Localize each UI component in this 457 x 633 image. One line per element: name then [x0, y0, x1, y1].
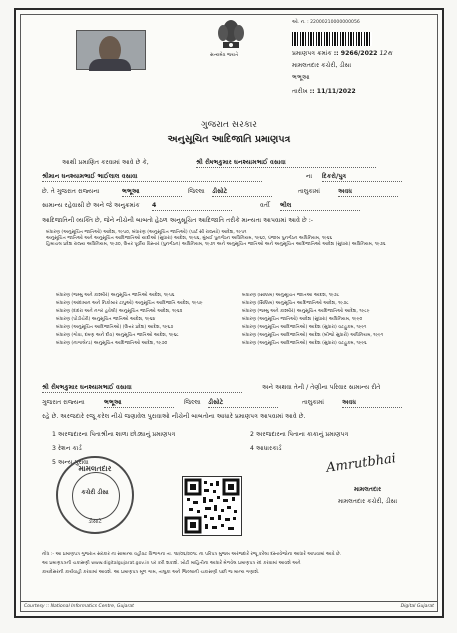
clauses-full-list	[46, 230, 426, 248]
clause-item: બંધારણ (પોંડીચેરી) અનુસૂચિત જાતિઓ આદેશ, ૧૯૬૪	[56, 317, 156, 322]
para3-taluka-label: તાલુકામાં	[302, 399, 325, 406]
barcode-caption: ઓ. ન. : 22000210000000056	[292, 20, 360, 25]
qr-code	[182, 476, 242, 536]
clause-item: બંધારણ (જમ્મુ અને કાશ્મીર) અનુસૂચિત આદિજાતિઓ આદેશ, ૧૯૮૯	[242, 309, 370, 314]
para3-prefix: ગુજરાત રાજ્યના	[42, 399, 85, 406]
clause-item: બંધારણ (અનુસૂચિત આદિજાતિઓ) (ઉત્તર પ્રદેશ) આદેશ, ૧૯૬૭	[56, 325, 174, 330]
doc-item: 5 અન્ય પુરાવા	[52, 459, 89, 466]
applicant-name-repeat: શ્રી રીષભકુમાર ઘનશ્યામભાઈ વસાવા	[42, 384, 242, 393]
doc-item: 3 રેશન કાર્ડ	[52, 445, 82, 452]
relation: દિકરો/પુત્ર	[322, 173, 402, 182]
district-label: જિલ્લા	[188, 188, 205, 195]
issuing-office: મામલતદાર કચેરી, ડીસા	[292, 62, 352, 69]
village: ભભૂઆ	[122, 188, 182, 197]
stamp-middle-text: કચેરી ડીસા	[81, 489, 109, 496]
recognition-line: આદિજાતિની વ્યક્તિ છે, જેને નીચેની બાબતો હેઠળ અનુસૂચિત આદિજાતિ તરીકે માન્યતા આપવામાં આવે છે :-	[42, 217, 314, 224]
family-clause: અને અથવા તેની / તેણીના પરિવાર સામાન્ય રીતે	[262, 384, 381, 391]
office-stamp	[56, 456, 134, 534]
signatory-designation: મામલતદાર	[354, 486, 382, 493]
clause-item: બંધારણ (આંદામાન અને નિકોબાર ટાપુઓ) અનુસૂચિત આદિજાતિ આદેશ, ૧૯૫૯	[56, 301, 203, 306]
cert-number: પ્રમાણપત્ર ક્રમાંક :: 9266/2022 12થ	[292, 50, 393, 57]
para3-district-label: જિલ્લા	[184, 399, 201, 406]
clauses-right-list	[242, 293, 427, 349]
clause-item: બંધારણ (નાગાલેન્ડ) અનુસૂચિત આદિજાતિઓ આદેશ, ૧૯૭૦	[56, 341, 168, 346]
line4-connector: વર્તી	[260, 202, 270, 209]
district: ડીસોટે	[212, 188, 272, 197]
header-taluka: ભભૂઆ	[292, 74, 310, 81]
photo-shirt	[89, 59, 131, 71]
stamp-bottom-text: ડીસાટે	[88, 519, 102, 525]
clauses-left-list	[56, 293, 236, 349]
clause-item: બંધારણ (અનુસૂચિત જાતિઓ) આદેશ, ૧૯૫૦, બંધારણ (અનુસૂચિત જાતિઓ) (પાર્ટ સી રાજ્યો) આદેશ, ૧૯૫૧	[46, 230, 247, 235]
footer-courtesy: Courtesy :: National Informatics Centre, Gujarat	[24, 604, 134, 609]
applicant-photo	[76, 30, 146, 70]
serial-number: 4	[152, 202, 232, 211]
evidence-line: રહે છે. અરજદારે રજૂ કરેલ નીચે જણાવેલ પુરાવાઓ નીચેની બાબતોના આધારે પ્રમાણપત્ર આપવામાં આવે છે.	[42, 413, 306, 420]
stamp-top-text: મામલતદાર	[78, 464, 112, 473]
clause-item: બંધારણ (સિક્કિમ) અનુસૂચિત જાતિઓ આદેશ, ૧૯૭૮	[242, 293, 340, 298]
tribe: ભીલ	[280, 202, 360, 211]
barcode	[292, 32, 372, 46]
para3-district: ડીસોટે	[208, 399, 278, 408]
certificate-page	[14, 8, 444, 618]
para3-taluka: અવધ	[342, 399, 402, 408]
father-name: શ્રીમાન ઘનશ્યામભાઈ ભાઈલાલ વસાવા	[42, 173, 262, 182]
clause-item: બંધારણ (જમ્મુ અને કાશ્મીર) અનુસૂચિત જાતિઓ આદેશ, ૧૯૫૬	[56, 293, 175, 298]
applicant-name: શ્રી રીષભકુમાર ઘનશ્યામભાઈ વસાવા	[196, 159, 376, 168]
clause-item: હિમાચલ પ્રદેશ રાજ્ય અધિનિયમ, ૧૯૭૦, ઉત્તર પૂર્વીય વિસ્તાર (પુનર્ગઠન) અધિનિયમ, ૧૯૭૧ અને અનુસૂચિત જાતિઓ અને અનુસૂચિત આદિજાતિઓ આદેશ (સુધારા) અધિનિયમ, ૧૯૭૬	[46, 242, 386, 247]
signatory-office: મામલતદાર કચેરી, ડીસા	[338, 498, 398, 505]
doc-item: 2 અરજદારના પિતાના કાકાનું પ્રમાણપત્ર	[250, 431, 349, 438]
clause-item: બંધારણ (ગોવા, દમણ અને દીવ) અનુસૂચિત જાતિઓ આદેશ, ૧૯૬૮	[56, 333, 179, 338]
clause-item: બંધારણ (સિક્કિમ) અનુસૂચિત આદિજાતિઓ આદેશ, ૧૯૭૮	[242, 301, 349, 306]
para3-village: ભભૂઆ	[104, 399, 174, 408]
certificate-footer	[20, 601, 438, 612]
taluka-label: તાલુકામાં	[298, 188, 321, 195]
clause-item: બંધારણ (દાદરા અને નગર હવેલી) અનુસૂચિત જાતિઓ આદેશ, ૧૯૬૨	[56, 309, 183, 314]
clause-item: બંધારણ (અનુસૂચિત આદિજાતિઓ) આદેશ (બીજો સુધારો) અધિનિયમ, ૧૯૯૧	[242, 333, 384, 338]
emblem-caption: સત્યમેવ જયતે	[210, 53, 239, 58]
clause-item: બંધારણ (અનુસૂચિત આદિજાતિઓ) આદેશ (સુધારા) વટહુકમ, ૧૯૯૧	[242, 325, 367, 330]
line1-prefix: આથી પ્રમાણિત કરવામાં આવે છે કે,	[62, 159, 149, 166]
govt-heading: ગુજરાત સરકાર	[201, 120, 257, 130]
line4-prefix: સામાન્ય રહેવાસી છે અને જે અનુક્રમાંક	[42, 202, 140, 209]
doc-item: 1 અરજદારના પિતાશ્રીના શાળા છોડ્યાનું પ્રમાણપત્ર	[52, 431, 176, 438]
certificate-title: અનુસૂચિત આદિજાતિ પ્રમાણપત્ર	[167, 134, 291, 145]
note-line: નોંધ :- આ પ્રમાણપત્ર ગુજરાત સરકાર ના સામાન્ય વહીવટ વિભાગના તા. ૧૪/૦૬/૨૦૧૮ ના પરિપત્ર મુજબ અરજદારે રજૂ કરેલા દસ્તાવેજોના આધારે આપવામાં આવે છે.	[42, 552, 342, 557]
line3-prefix: છે. તે ગુજરાત રાજ્યના	[42, 188, 100, 195]
doc-item: 4 આધારકાર્ડ	[250, 445, 282, 452]
issue-date: તારીખ :: 11/11/2022	[292, 88, 356, 95]
note-line: કાયદેસરની કાર્યવાહી કરવામાં આવશે. આ પ્રમાણપત્ર મૂળ ગામ, તાલુકા અને જિલ્લાની ચકાસણી પછી જ માન્ય ગણાશે.	[42, 570, 260, 575]
note-line: આ પ્રમાણપત્રની ચકાસણી www.digitalgujarat.gov.in પર કરી શકાશે. ખોટી માહિતીના આધારે મેળવેલ પ્રમાણપત્ર રદ કરવામાં આવશે અને	[42, 561, 301, 566]
footer-brand: Digital Gujarat	[400, 604, 434, 609]
clause-item: બંધારણ (અનુસૂચિત જાતિઓ) આદેશ (સુધારા) અધિનિયમ, ૧૯૯૦	[242, 317, 363, 322]
clause-item: બંધારણ (અનુસૂચિત આદિજાતિઓ) આદેશ (સુધારા) વટહુકમ, ૧૯૯૬	[242, 341, 367, 346]
clause-item: અનુસૂચિત જાતિઓ અને અનુસૂચિત આદિજાતિઓ યાદીઓ (સુધારા) આદેશ, ૧૯૫૬, મુંબઈ પુનર્ગઠન અધિનિયમ, ૧૯૬૦, પંજાબ પુનર્ગઠન અધિનિયમ, ૧૯૬૬	[46, 236, 333, 241]
taluka: અવધ	[338, 188, 398, 197]
line2-connector: ના	[306, 173, 313, 180]
signature-handwriting: Amrutbhai	[325, 451, 397, 476]
note-block	[42, 550, 427, 577]
